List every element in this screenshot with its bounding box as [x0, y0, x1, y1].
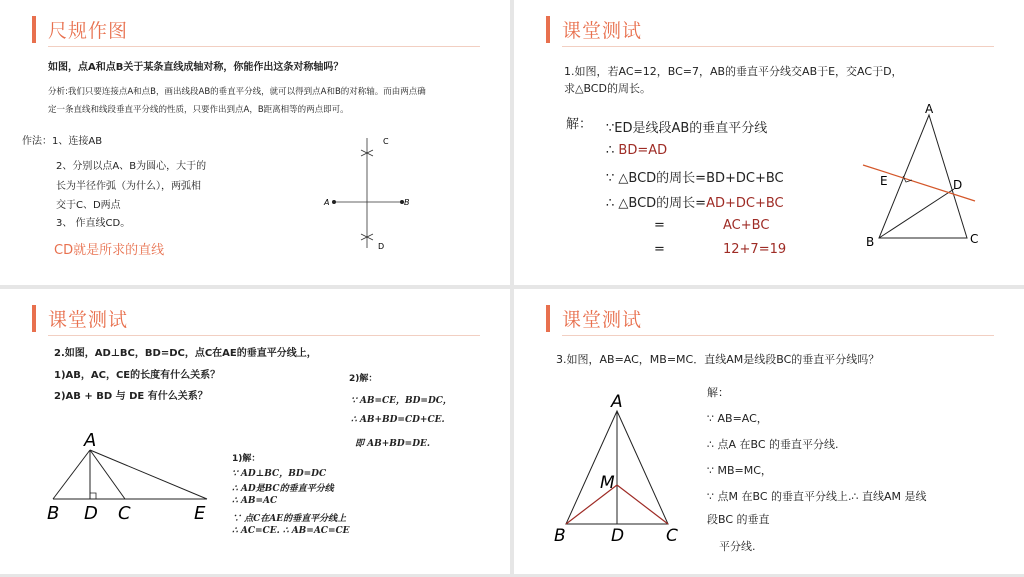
slide-title: 课堂测试: [48, 309, 129, 331]
equals-sign-1: =: [654, 218, 665, 233]
part-2-line-2: ∴ AB+BD=CD+CE.: [351, 415, 445, 425]
step-2a: 2、分别以点A、B为圆心，大于的: [56, 161, 207, 172]
slide-quiz-2: [0, 289, 510, 574]
part-2-heading: 2)解：: [349, 374, 378, 384]
proof-line-3: ∵ △BCD的周长=BD+DC+BC: [606, 171, 784, 186]
part-1-line-2: ∴ AD是BC的垂直平分线: [232, 484, 334, 494]
title-divider: [562, 46, 994, 47]
point-d-label: D: [84, 503, 98, 524]
question-text: 如图，点A和点B关于某条直线成轴对称，你能作出这条对称轴吗？: [48, 62, 344, 73]
analysis-line-2: 定一条直线和线段垂直平分线的性质，只要作出到点A，B距离相等的两点即可。: [48, 105, 349, 115]
slide-quiz-1: [514, 0, 1024, 285]
proof-value-5: AC+BC: [723, 218, 770, 233]
slide-title: 尺规作图: [48, 20, 129, 42]
proof-line-6: 平分线.: [719, 540, 756, 553]
point-a-label: A: [324, 198, 330, 207]
point-c-label: C: [970, 232, 979, 246]
point-c-label: C: [118, 503, 131, 524]
step-3: 3、 作直线CD。: [56, 218, 131, 229]
point-a-label: A: [611, 392, 623, 412]
point-b-label: B: [866, 235, 875, 249]
title-divider: [562, 335, 994, 336]
part-1-line-3: ∴ AB=AC: [232, 496, 278, 506]
isosceles-triangle-figure: [552, 389, 702, 549]
question-line-1: 2.如图，AD⊥BC，BD=DC，点C在AE的垂直平分线上，: [54, 348, 317, 359]
part-2-line-3: 即 AB+BD=DE.: [355, 439, 431, 449]
question-line-2: 1)AB，AC，CE的长度有什么关系？: [54, 370, 221, 381]
title-accent-bar: [32, 16, 36, 43]
solution-label: 解：: [707, 386, 729, 399]
proof-line-4: ∵ 点M 在BC 的垂直平分线上.∴ 直线AM 是线: [707, 490, 927, 503]
point-e-label: E: [194, 503, 206, 524]
analysis-line-1: 分析:我们只要连接点A和点B，画出线段AB的垂直平分线，就可以得到点A和B的对称轴。而由两点确: [48, 87, 426, 97]
point-d-label: D: [378, 242, 385, 251]
part-1-line-1: ∵ AD⊥BC，BD=DC: [232, 469, 327, 479]
point-b-label: B: [404, 198, 410, 207]
proof-line-5: 段BC 的垂直: [707, 513, 770, 526]
triangle-figure: [45, 429, 220, 524]
title-accent-bar: [546, 16, 550, 43]
step-1: 作法：1、连接AB: [22, 136, 103, 147]
point-e-label: E: [880, 174, 888, 188]
point-c-label: C: [383, 137, 389, 146]
triangle-figure: [859, 100, 999, 250]
solution-label: 解：: [566, 117, 593, 132]
point-b-label: B: [554, 526, 566, 546]
slide-quiz-3: [514, 289, 1024, 574]
step-2b: 长为半径作弧（为什么），两弧相: [56, 181, 201, 192]
part-1-heading: 1)解：: [232, 454, 261, 464]
point-m-label: M: [600, 473, 615, 493]
conclusion: CD就是所求的直线: [54, 243, 165, 258]
question-line-2: 求△BCD的周长。: [564, 82, 651, 95]
slide-ruler-compass: [0, 0, 510, 285]
proof-line-1: ∵ED是线段AB的垂直平分线: [606, 121, 768, 136]
question-text: 3.如图，AB=AC，MB=MC．直线AM是线段BC的垂直平分线吗？: [556, 353, 880, 366]
title-divider: [48, 46, 480, 47]
proof-line-4: ∴ △BCD的周长=AD+DC+BC: [606, 196, 784, 211]
proof-line-2: ∴ BD=AD: [606, 143, 668, 158]
part-1-line-4: ∵ 点C在AE的垂直平分线上: [232, 514, 347, 524]
proof-value-6: 12+7=19: [723, 242, 787, 257]
part-2-line-1: ∵ AB=CE，BD=DC，: [351, 396, 452, 406]
point-d-label: D: [953, 178, 963, 192]
point-c-label: C: [666, 526, 678, 546]
point-d-label: D: [611, 526, 625, 546]
title-accent-bar: [546, 305, 550, 332]
question-line-3: 2)AB + BD 与 DE 有什么关系？: [54, 391, 208, 402]
equals-sign-2: =: [654, 242, 665, 257]
slide-title: 课堂测试: [562, 20, 643, 42]
title-divider: [48, 335, 480, 336]
point-a-label: A: [925, 102, 934, 116]
point-b-label: B: [47, 503, 60, 524]
part-1-line-5: ∴ AC=CE. ∴ AB=AC=CE: [232, 526, 350, 536]
point-a-label: A: [84, 430, 97, 451]
question-line-1: 1.如图，若AC=12，BC=7，AB的垂直平分线交AB于E，交AC于D，: [564, 65, 903, 78]
slide-title: 课堂测试: [562, 309, 643, 331]
perpendicular-bisector-figure: [320, 130, 420, 260]
proof-line-2: ∴ 点A 在BC 的垂直平分线.: [707, 438, 839, 451]
title-accent-bar: [32, 305, 36, 332]
step-2c: 交于C、D两点: [56, 200, 121, 211]
proof-line-3: ∵ MB=MC，: [707, 464, 772, 477]
proof-line-1: ∵ AB=AC，: [707, 412, 768, 425]
